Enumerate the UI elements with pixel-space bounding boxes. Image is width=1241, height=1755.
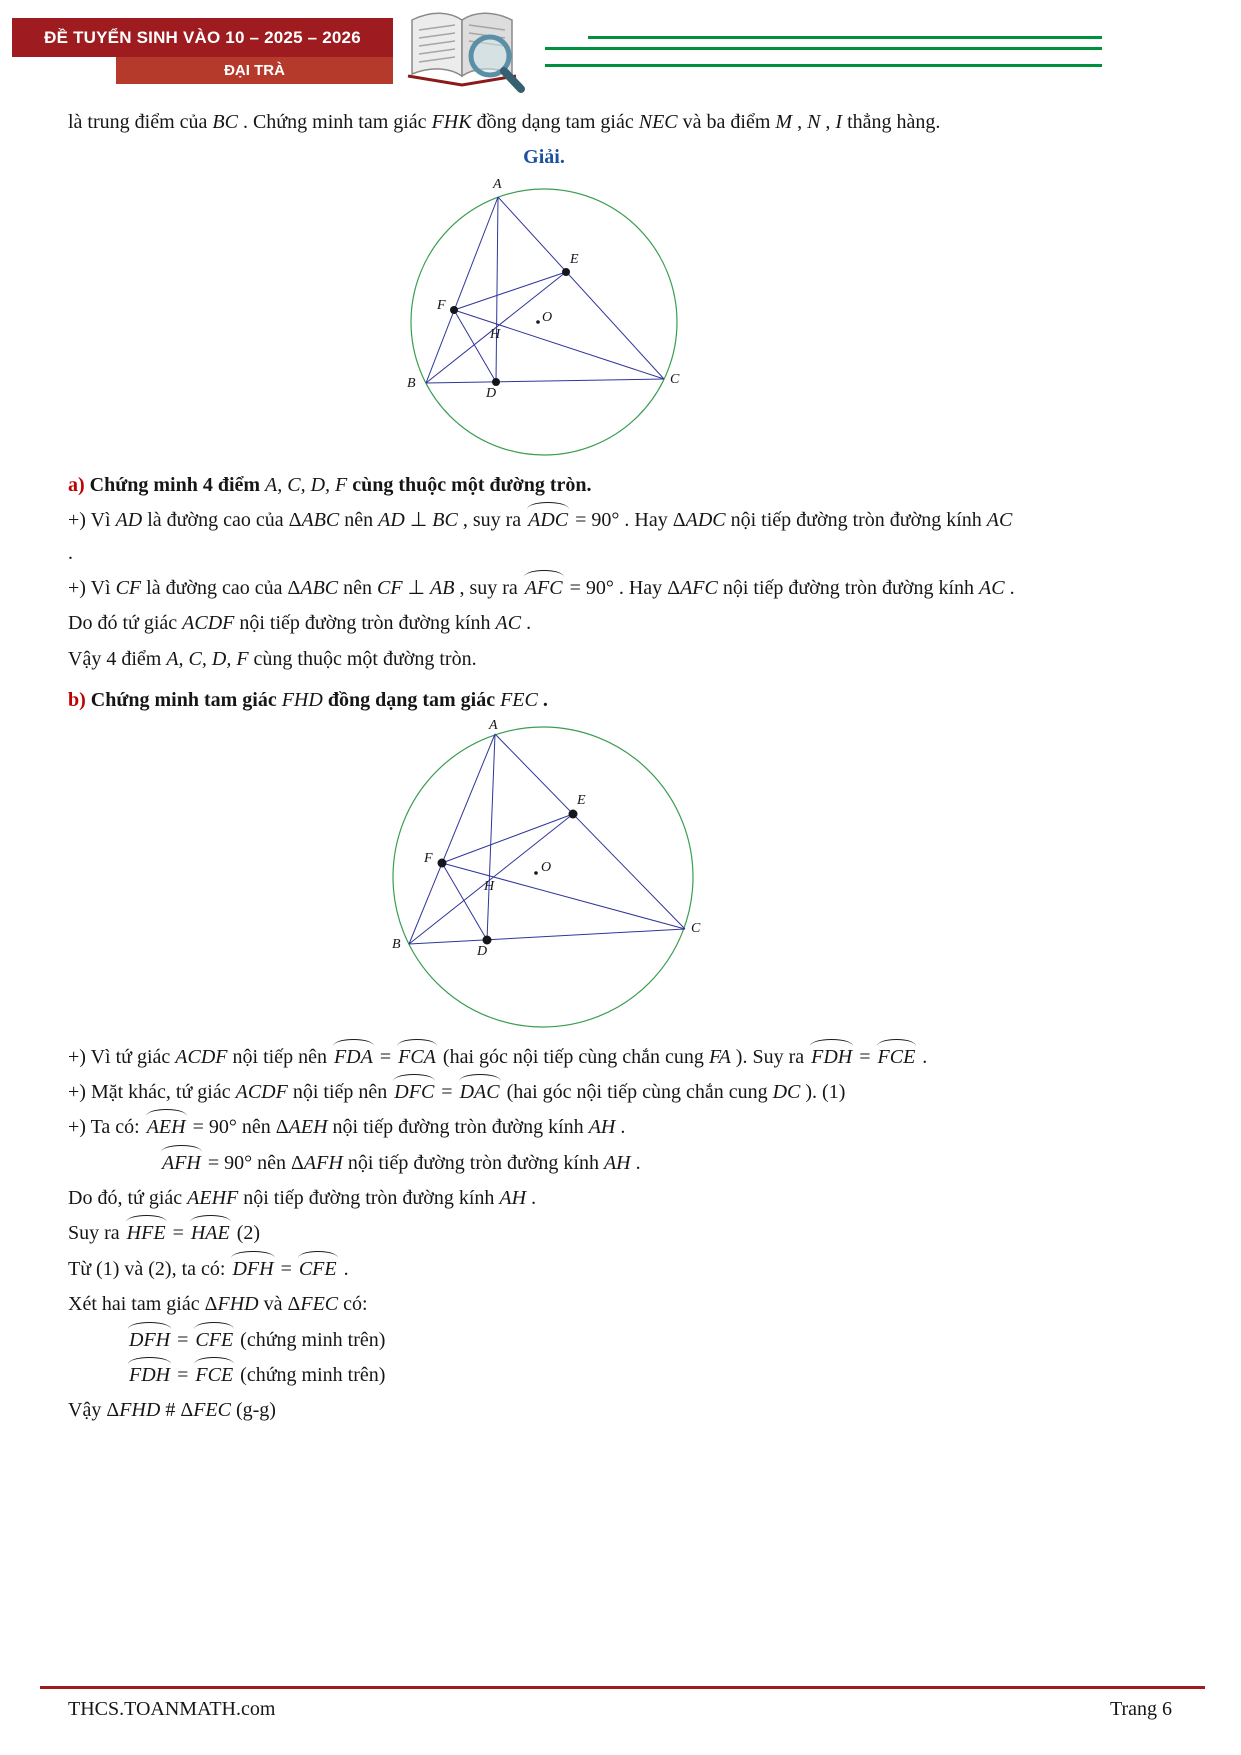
section-a-step-1 (68, 504, 1020, 569)
point-label-e: E (570, 251, 579, 267)
text-segment: = 90° . Hay (570, 509, 673, 532)
text-segment: CFE (193, 1324, 235, 1356)
text-segment: Do đó, tứ giác (68, 1187, 188, 1210)
text-segment: Từ (1) và (2), ta có: (68, 1257, 231, 1280)
text-segment: BC (212, 111, 238, 133)
text-segment: M (775, 111, 793, 133)
text-segment: AFH (303, 1151, 343, 1174)
text-segment: DAC (458, 1076, 502, 1108)
text-segment: ). (1) (800, 1080, 846, 1103)
footer-page-number: Trang 6 (1109, 1698, 1172, 1720)
text-segment: DFH (127, 1324, 172, 1356)
text-segment: AB (430, 576, 455, 599)
text-segment: nội tiếp đường tròn đường kính (342, 1151, 604, 1174)
text-segment: AFC (523, 572, 565, 604)
text-segment: AEHF (187, 1187, 239, 1210)
text-segment: +) Vì (68, 509, 116, 532)
text-segment: Δ (106, 1399, 120, 1422)
point-label-h: H (490, 326, 501, 342)
text-segment: (hai góc nội tiếp cùng chắn cung (437, 1045, 709, 1068)
text-segment: AEH (145, 1111, 188, 1143)
text-segment: HAE (189, 1217, 232, 1249)
point-label-a: A (489, 717, 498, 733)
text-segment: AH (588, 1116, 616, 1139)
text-segment: FDA (332, 1041, 375, 1073)
text-segment: . (615, 1116, 626, 1139)
figure-1-point-dots (450, 268, 570, 386)
text-segment: , suy ra (454, 576, 523, 599)
text-segment: A, C, D, F (265, 473, 348, 496)
text-segment: = (172, 1328, 194, 1351)
text-segment: = (436, 1080, 458, 1103)
text-segment: FHD (217, 1293, 259, 1316)
text-segment: Vậy (68, 1399, 107, 1422)
text-segment: FCE (876, 1041, 918, 1073)
text-segment: A, C, D, F (166, 647, 249, 670)
text-segment: +) Vì tứ giác (68, 1045, 176, 1068)
point-label-b: B (407, 375, 416, 391)
section-b-heading (68, 684, 1020, 716)
point-label-h: H (484, 878, 495, 894)
text-segment: (chứng minh trên) (235, 1364, 386, 1387)
text-segment: FHD (281, 689, 323, 712)
text-segment: FEC (500, 689, 538, 712)
text-segment: FCA (396, 1041, 438, 1073)
text-segment: (hai góc nội tiếp cùng chắn cung (501, 1080, 773, 1103)
section-a-conclusion (68, 643, 1020, 675)
text-segment: AC (979, 576, 1005, 599)
text-segment: . (630, 1151, 641, 1174)
text-segment: Suy ra (68, 1222, 125, 1245)
point-label-o: O (541, 859, 552, 875)
text-segment: nội tiếp nên (227, 1045, 332, 1068)
text-segment: +) Mặt khác, tứ giác (68, 1080, 236, 1103)
intro-paragraph (68, 106, 1020, 138)
text-segment: ABC (300, 576, 339, 599)
text-segment: = (275, 1257, 297, 1280)
text-segment: FDH (809, 1041, 854, 1073)
text-segment: Chứng minh tam giác (85, 689, 282, 712)
point-label-c: C (691, 920, 701, 936)
text-segment: , suy ra (457, 509, 527, 532)
text-segment: FDH (127, 1359, 172, 1391)
text-segment: ABC (301, 509, 340, 532)
text-segment: CF (115, 576, 142, 599)
point-label-e: E (577, 792, 586, 808)
point-label-c: C (670, 371, 680, 387)
text-segment: = 90° nên (202, 1151, 292, 1174)
figure-1-edges (426, 197, 664, 383)
text-segment: Δ (180, 1399, 194, 1422)
text-segment: DFH (230, 1253, 275, 1285)
point-label-f: F (424, 850, 433, 866)
text-segment: ⊥ (404, 509, 433, 532)
text-segment: FHK (431, 111, 472, 133)
section-b-step-2 (68, 1076, 1020, 1108)
geometry-figure-1 (394, 176, 694, 460)
text-segment: thẳng hàng. (842, 111, 941, 133)
text-segment: . (537, 689, 548, 712)
section-a-heading (68, 469, 1020, 501)
text-segment: = 90° nên (187, 1116, 276, 1139)
text-segment: N (807, 111, 821, 133)
text-segment: (2) (231, 1222, 261, 1245)
text-segment: nội tiếp đường tròn đường kính (238, 1187, 500, 1210)
point-label-b: B (392, 936, 401, 952)
text-segment: Δ (672, 509, 686, 532)
text-segment: ACDF (235, 1080, 288, 1103)
section-b-step-8 (68, 1288, 1020, 1320)
section-b-step-9 (68, 1324, 1020, 1356)
text-segment: NEC (638, 111, 678, 133)
text-segment: Δ (667, 576, 681, 599)
text-segment: . Chứng minh tam giác (237, 111, 432, 133)
text-segment: AH (499, 1187, 527, 1210)
text-segment: . (338, 1257, 349, 1280)
text-segment: FA (708, 1045, 731, 1068)
text-segment: có: (338, 1293, 368, 1316)
text-segment: ACDF (175, 1045, 228, 1068)
text-segment: AC (495, 612, 522, 635)
text-segment: ⊥ (402, 576, 431, 599)
text-segment: = (172, 1364, 194, 1387)
text-segment: . (68, 541, 73, 564)
text-segment: đồng dạng tam giác (471, 111, 639, 133)
text-segment: AH (603, 1151, 631, 1174)
text-segment: AFH (160, 1147, 203, 1179)
text-segment: Δ (204, 1293, 218, 1316)
text-segment: cùng thuộc một đường tròn. (347, 473, 592, 496)
text-segment: , (792, 111, 808, 133)
text-segment: # (160, 1399, 181, 1422)
text-segment: . (1004, 576, 1015, 599)
text-segment: BC (432, 509, 458, 532)
text-segment: cùng thuộc một đường tròn. (248, 647, 477, 670)
geometry-figure-2 (383, 717, 705, 1035)
text-segment: Do đó tứ giác (68, 612, 183, 635)
circumcircle (393, 727, 693, 1027)
text-segment: Δ (275, 1116, 289, 1139)
text-segment: CFE (297, 1253, 339, 1285)
text-segment: AFC (680, 576, 718, 599)
text-segment: . (917, 1045, 928, 1068)
text-segment: Δ (288, 509, 302, 532)
text-segment: nội tiếp đường tròn đường kính (234, 612, 496, 635)
point-label-a: A (493, 176, 502, 192)
text-segment: Δ (291, 1151, 304, 1174)
text-segment: = 90° . Hay (564, 576, 668, 599)
text-segment: Vậy 4 điểm (68, 647, 167, 670)
figure-2-canvas (383, 723, 705, 1033)
section-b-step-5 (68, 1182, 1020, 1214)
text-segment: Xét hai tam giác (68, 1293, 205, 1316)
text-segment: . (521, 612, 532, 635)
text-segment: +) Vì (68, 576, 116, 599)
header-subtitle-text: ĐẠI TRÀ (224, 62, 285, 79)
section-b-conclusion (68, 1394, 1020, 1426)
solution-heading: Giải. (523, 146, 565, 169)
footer (68, 1698, 1172, 1721)
section-b-step-7 (68, 1253, 1020, 1285)
section-b-step-6 (68, 1217, 1020, 1249)
text-segment: (chứng minh trên) (235, 1328, 386, 1351)
text-segment: nội tiếp đường tròn đường kính (327, 1116, 589, 1139)
figure-2-point-dots (438, 809, 578, 944)
point-label-f: F (437, 297, 446, 313)
text-segment: ADC (685, 509, 726, 532)
point-label-d: D (486, 385, 497, 401)
text-segment: AD (378, 509, 405, 532)
text-segment: là đường cao của (142, 509, 289, 532)
text-segment: nên (338, 576, 378, 599)
text-segment: ACDF (182, 612, 235, 635)
text-segment: b) (68, 689, 86, 712)
text-segment: nên (339, 509, 379, 532)
text-segment: Chứng minh 4 điểm (84, 473, 266, 496)
text-segment: HFE (125, 1217, 168, 1249)
text-segment: nội tiếp đường tròn đường kính (717, 576, 979, 599)
text-segment: = (854, 1045, 876, 1068)
section-a-step-3 (68, 607, 1020, 639)
main-content (68, 0, 1020, 1427)
text-segment: FHD (119, 1399, 161, 1422)
text-segment: a) (68, 473, 85, 496)
text-segment: AD (115, 509, 143, 532)
text-segment: FCE (193, 1359, 235, 1391)
header-title-text: ĐỀ TUYỂN SINH VÀO 10 – 2025 – 2026 (44, 27, 361, 47)
footer-rule (40, 1686, 1205, 1689)
text-segment: . (526, 1187, 537, 1210)
text-segment: nội tiếp đường tròn đường kính (725, 509, 987, 532)
section-b-step-3 (68, 1111, 1020, 1143)
point-label-o: O (542, 309, 553, 325)
text-segment: Δ (287, 576, 301, 599)
text-segment: , (820, 111, 836, 133)
text-segment: AC (986, 509, 1013, 532)
text-segment: là trung điểm của (68, 111, 213, 133)
text-segment: ). Suy ra (730, 1045, 810, 1068)
point-label-d: D (477, 943, 488, 959)
text-segment: nội tiếp nên (287, 1080, 393, 1103)
text-segment: và (258, 1293, 288, 1316)
section-a-step-2 (68, 572, 1020, 604)
text-segment: (g-g) (230, 1399, 276, 1422)
text-segment: = (374, 1045, 397, 1068)
text-segment: I (835, 111, 843, 133)
text-segment: Δ (287, 1293, 301, 1316)
section-b-step-10 (68, 1359, 1020, 1391)
footer-site-name: THCS.TOANMATH.com (68, 1698, 276, 1720)
text-segment: DFC (392, 1076, 436, 1108)
text-segment: DC (772, 1080, 801, 1103)
text-segment: FEC (193, 1399, 231, 1422)
text-segment: là đường cao của (141, 576, 288, 599)
text-segment: đồng dạng tam giác (322, 689, 501, 712)
text-segment: = (167, 1222, 189, 1245)
section-b-step-1 (68, 1041, 1020, 1073)
text-segment: FEC (300, 1293, 339, 1316)
text-segment: CF (377, 576, 403, 599)
text-segment: ADC (526, 504, 570, 536)
text-segment: và ba điểm (677, 111, 776, 133)
section-b-step-4 (68, 1147, 1020, 1179)
text-segment: AEH (288, 1116, 328, 1139)
text-segment: +) Ta có: (68, 1116, 145, 1139)
